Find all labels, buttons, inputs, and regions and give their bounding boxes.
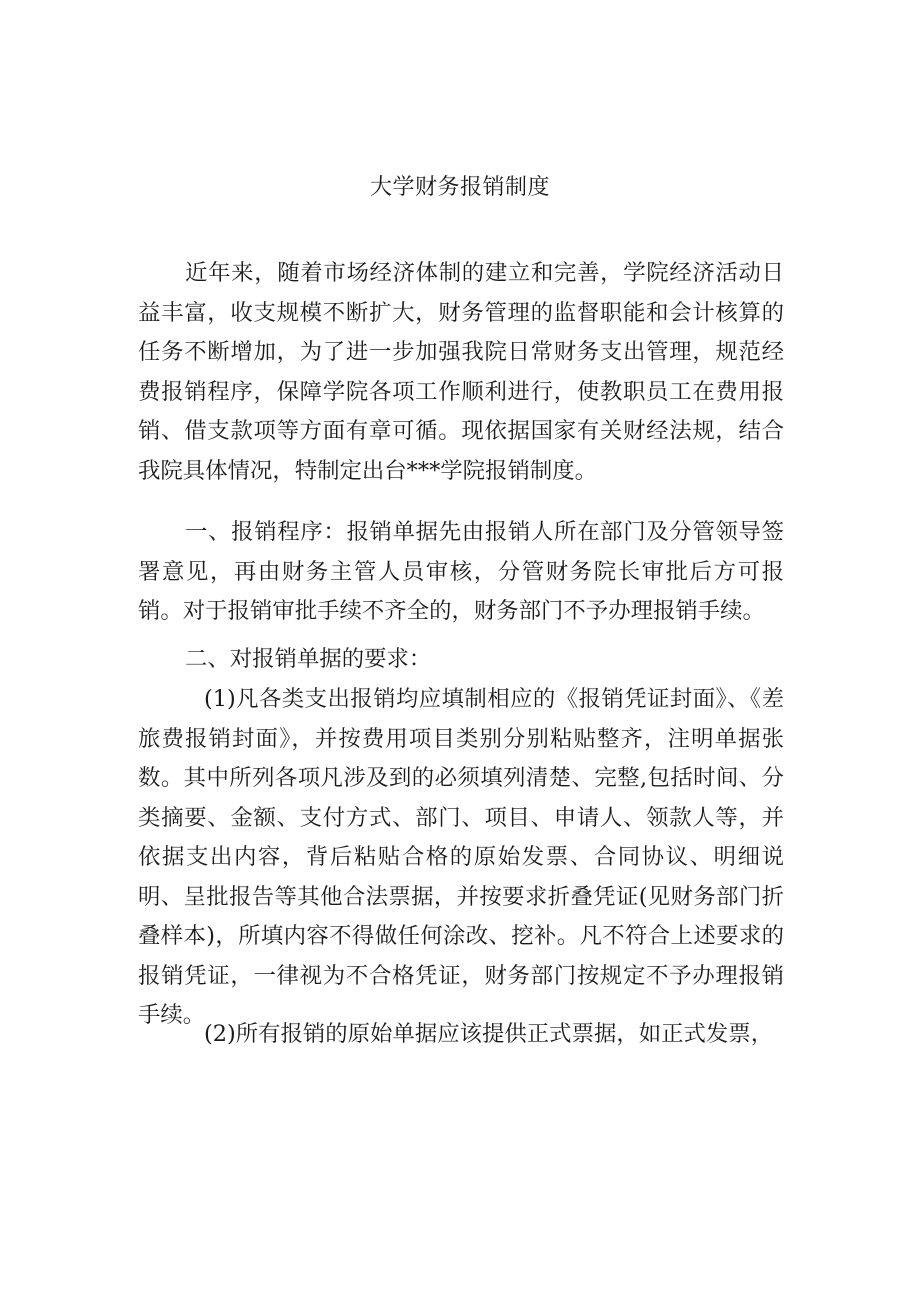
paragraph-reimbursement-procedure: 一、报销程序：报销单据先由报销人所在部门及分管领导签署意见，再由财务主管人员审核，分管财务院长审批后方可报销。对于报销审批手续不齐全的，财务部门不予办理报销手续。: [138, 519, 784, 624]
paragraph-intro: 近年来，随着市场经济体制的建立和完善，学院经济活动日益丰富，收支规模不断扩大，财务管理的监督职能和会计核算的任务不断增加，为了进一步加强我院日常财务支出管理，规范经费报销程序，保障学院各项工作顺利进行，使教职员工在费用报销、借支款项等方面有章可循。现依据国家有关财经法规，结合我院具体情况，特制定出台***学院报销制度。: [138, 260, 784, 484]
paragraph-receipt-requirements-heading: 二、对报销单据的要求：: [185, 646, 432, 672]
document-title: 大学财务报销制度: [369, 175, 550, 200]
paragraph-requirement-1: (1)凡各类支出报销均应填制相应的《报销凭证封面》、《差旅费报销封面》，并按费用项目类别分别粘贴整齐，注明单据张数。其中所列各项凡涉及到的必须填列清楚、完整,包括时间、分类摘要、金额、支付方式、部门、项目、申请人、领款人等，并依据支出内容，背后粘贴合格的原始发票、合同协议、明细说明、呈批报告等其他合法票据，并按要求折叠凭证(见财务部门折叠样本)，所填内容不得做任何涂改、挖补。凡不符合上述要求的报销凭证，一律视为不合格凭证，财务部门按规定不予办理报销手续。: [138, 686, 784, 1028]
paragraph-requirement-2: (2)所有报销的原始单据应该提供正式票据，如正式发票，: [204, 1021, 774, 1047]
